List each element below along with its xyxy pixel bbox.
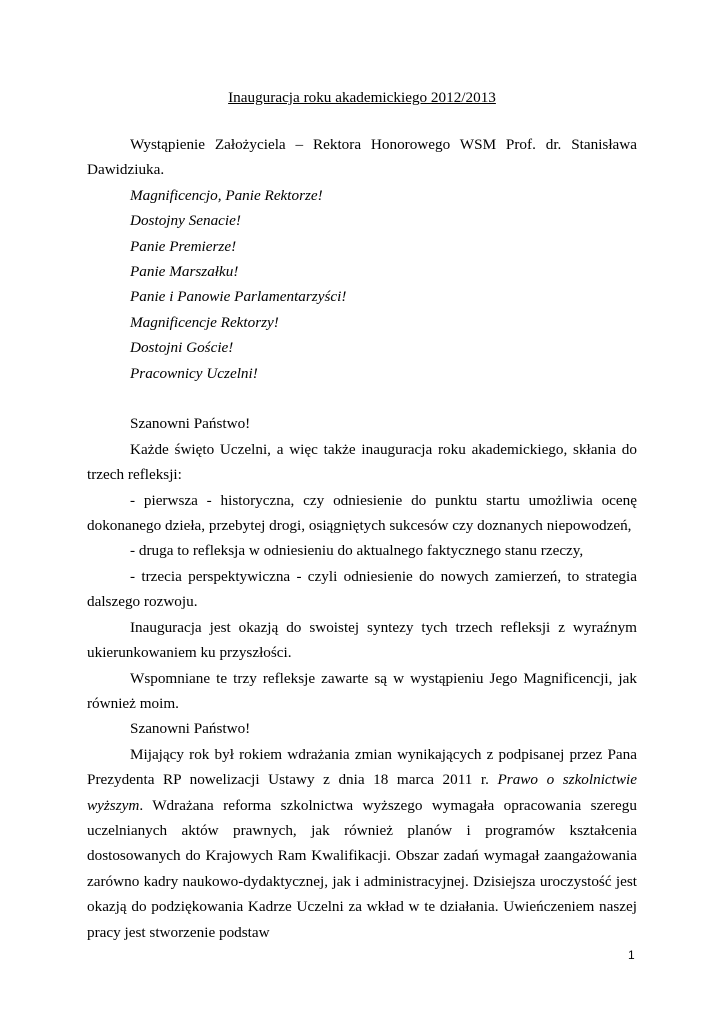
body-paragraph xyxy=(87,742,637,945)
body-paragraph: Wspomniane te trzy refleksje zawarte są w wystąpieniu Jego Magnificencji, jak również moim. xyxy=(87,669,637,712)
intro-paragraph: Wystąpienie Założyciela – Rektora Honorowego WSM Prof. dr. Stanisława Dawidziuka. xyxy=(87,136,637,179)
salutation-item: Magnificencje Rektorzy! xyxy=(130,313,279,331)
reflection-item: - trzecia perspektywiczna - czyli odniesienie do nowych zamierzeń, to strategia dalszego rozwoju. xyxy=(87,567,637,611)
law-title: Prawo o szkolnictwie wyższym xyxy=(87,771,637,814)
text-span: Mijający rok był rokiem wdrażania zmian wynikających z podpisanej przez Pana Prezydenta RP nowelizacji Ustawy z dnia 18 marca 2011 r. xyxy=(87,745,637,789)
reflection-item: - pierwsza - historyczna, czy odniesienie do punktu startu umożliwia ocenę dokonanego dzieła, przebytej drogi, osiągniętych sukcesów czy doznanych niepowodzeń, xyxy=(87,491,637,535)
salutation-item: Pracownicy Uczelni! xyxy=(130,364,258,382)
text-span: . Wdrażana reforma szkolnictwa wyższego wymagała opracowania szeregu uczelnianych aktów prawnych, jak również planów i programów kształcenia dostosowanych do Krajowych Ram Kwalifikacji. Obszar zadań wymagał zaangażowania zarówno kadry naukowo-dydaktycznej, jak i administracyjnej. Dzisiejsza uroczystość jest okazją do podziękowania Kadrze Uczelni za wkład w te działania. Uwieńczeniem naszej pracy jest stworzenie podstaw xyxy=(87,796,637,941)
salutation-item: Panie Premierze! xyxy=(130,237,237,255)
greeting-paragraph: Szanowni Państwo! xyxy=(130,720,251,738)
paragraph-gap xyxy=(87,386,637,411)
salutation-item: Dostojni Goście! xyxy=(130,339,234,357)
page-number: 1 xyxy=(628,948,635,962)
body-paragraph: Inauguracja jest okazją do swoistej syntezy tych trzech refleksji z wyraźnym ukierunkowaniem ku przyszłości. xyxy=(87,618,637,662)
salutation-item: Panie i Panowie Parlamentarzyści! xyxy=(130,288,347,306)
salutation-item: Dostojny Senacie! xyxy=(130,212,241,230)
greeting-paragraph: Szanowni Państwo! xyxy=(130,415,251,433)
salutation-item: Magnificencjo, Panie Rektorze! xyxy=(130,186,323,204)
salutations-list xyxy=(87,183,637,386)
salutation-item: Panie Marszałku! xyxy=(130,263,239,281)
reflection-item: - druga to refleksja w odniesieniu do aktualnego faktycznego stanu rzeczy, xyxy=(130,542,584,560)
body-paragraph: Każde święto Uczelni, a więc także inauguracja roku akademickiego, skłania do trzech refleksji: xyxy=(87,440,637,484)
document-body xyxy=(87,132,637,945)
document-title: Inauguracja roku akademickiego 2012/2013 xyxy=(228,89,496,106)
